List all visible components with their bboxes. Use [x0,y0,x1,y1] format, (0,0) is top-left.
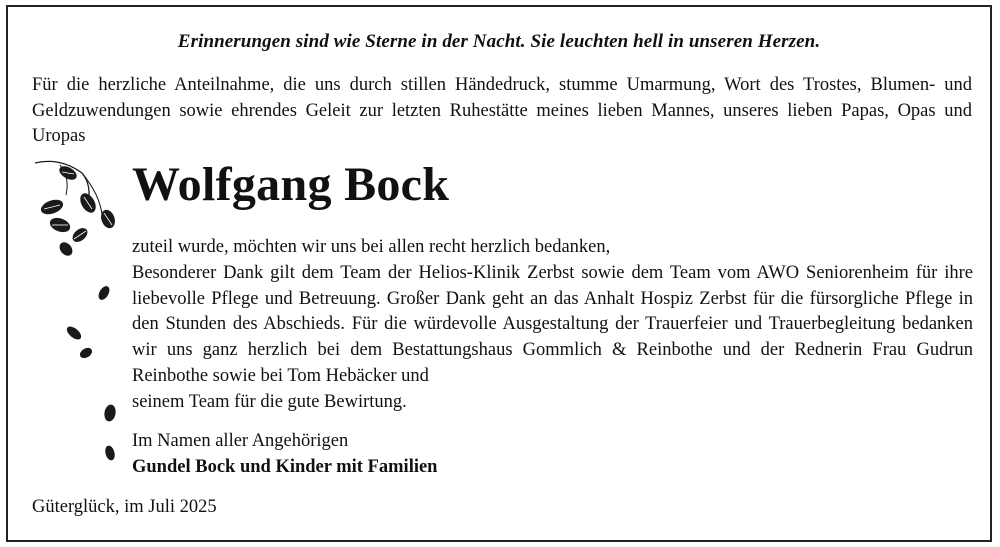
obituary-notice [6,5,992,542]
thanks-body: Besonderer Dank gilt dem Team der Helios-Klinik Zerbst sowie dem Team vom AWO Seniorenheim für ihre liebevolle Pflege und Betreuung. Großer Dank geht an das Anhalt Hospiz Zerbst für die fürsorgliche Pflege in den Stunden des Abschieds. Für die würdevolle Ausgestaltung der Trauerfeier und Trauerbegleitung bedanken wir uns ganz herzlich bei dem Bestattungshaus Gommlich & Reinbothe und der Rednerin Frau Gudrun Reinbothe sowie bei Tom Hebäcker und [132,262,973,386]
thanks-line: zuteil wurde, möchten wir uns bei allen recht herzlich bedanken, [132,237,611,257]
thanks-paragraph [132,235,973,416]
intro-paragraph [32,73,972,150]
place-date: Güterglück, im Juli 2025 [32,497,217,517]
deceased-name: Wolfgang Bock [132,158,450,211]
motto: Erinnerungen sind wie Sterne in der Nacht. Sie leuchten hell in unseren Herzen. [177,31,821,52]
thanks-last-line: seinem Team für die gute Bewirtung. [132,391,407,412]
intro-text: Für die herzliche Anteilnahme, die uns durch stillen Händedruck, stumme Umarmung, Wort des Trostes, Blumen- und Geldzuwendungen sowie ehrendes Geleit zur letzten Ruhestätte meines lieben Mannes, unseres lieben Papas, Opas und Uropas [32,75,972,146]
signature-names: Gundel Bock und Kinder mit Familien [132,457,438,477]
signature-intro: Im Namen aller Angehörigen [132,431,349,451]
falling-leaves-icon [30,155,130,475]
